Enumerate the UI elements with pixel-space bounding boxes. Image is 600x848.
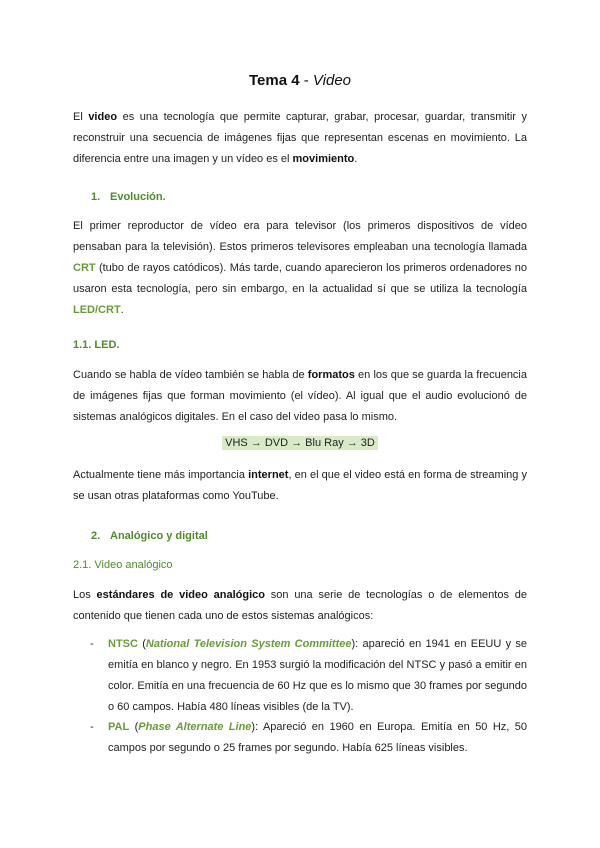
section-label: Analógico y digital (110, 530, 208, 542)
list-item-text: : Apareció en 1960 en Europa. Emitía en 50 Hz, 50 campos por segundo o 25 frames por segundo. Había 625 líneas visibles. (108, 721, 527, 754)
text: son una serie de tecnologías o de elementos de contenido que tienen cada uno de estos sistemas analógicos: (73, 589, 527, 622)
section-heading-1 (91, 191, 166, 203)
text: El primer reproductor de vídeo era para televisor (los primeros dispositivos de vídeo pensaban para la televisión). Estos primeros televisores empleaban una tecnología llamada (73, 220, 527, 253)
standard-fullname: National Television System Committee (145, 638, 352, 650)
internet-paragraph (73, 465, 527, 507)
section-heading-2 (91, 530, 208, 542)
section-number: 1. (91, 191, 101, 203)
bold-term: internet (248, 469, 289, 481)
list-item-text: : apareció en 1941 en EEUU y se emitía en blanco y negro. En 1953 surgió la modificación del NTSC y pasó a emitir en color. Emitía en una frecuencia de 60 Hz que es lo mismo que 30 frames por segundo o 60 campos. Había 480 líneas visibles (de la TV). (108, 638, 527, 713)
text: ) (351, 638, 356, 650)
analog-paragraph (73, 585, 527, 627)
text: Cuando se habla de vídeo también se habla de (73, 369, 308, 381)
text: ( (129, 721, 139, 733)
title-subtitle: Video (312, 72, 352, 89)
section-number: 2. (91, 530, 101, 542)
section-label: Evolución. (110, 191, 166, 203)
led-paragraph (73, 365, 527, 428)
text: ) (251, 721, 256, 733)
highlight-term: LED/CRT (73, 304, 121, 316)
text: es una tecnología que permite capturar, grabar, procesar, guardar, transmitir y reconstruir una secuencia de imágenes fijas que representan escenas en movimiento. La diferencia entre una imagen y un vídeo es el (73, 111, 527, 165)
standard-fullname: Phase Alternate Line (138, 721, 252, 733)
text: (tubo de rayos catódicos). Más tarde, cuando aparecieron los primeros ordenadores no usaron esta tecnología, pero sin embargo, en la actualidad sí que se utiliza la tecnología (73, 262, 527, 295)
standard-name: PAL (108, 721, 130, 733)
intro-paragraph (73, 107, 527, 170)
subsection-label: Video analógico (94, 559, 173, 571)
evolution-paragraph (73, 216, 527, 321)
list-item-ntsc (108, 634, 527, 718)
text: . (120, 304, 124, 316)
subsection-heading-1-1 (73, 339, 119, 351)
title-separator: - (299, 72, 313, 89)
page-title (0, 72, 600, 89)
highlight-term: CRT (73, 262, 96, 274)
text: El (73, 111, 89, 123)
formats-highlight: VHS → DVD → Blu Ray → 3D (222, 436, 378, 450)
text: Actualmente tiene más importancia (73, 469, 249, 481)
formats-line (0, 437, 600, 449)
list-bullet: - (90, 721, 94, 733)
bold-term: estándares de video analógico (96, 589, 265, 601)
text: , en el que el video está en forma de streaming y se usan otras plataformas como YouTube. (73, 469, 527, 502)
text: . (354, 153, 358, 165)
list-bullet: - (90, 638, 94, 650)
text: ( (137, 638, 146, 650)
subsection-number: 2.1. (73, 559, 92, 571)
subsection-label: 1.1. LED. (73, 339, 120, 351)
text: en los que se guarda la frecuencia de imágenes fijas que forman movimiento (el vídeo). Al igual que el audio evolucionó de sistemas analógicos digitales. En el caso del video pasa lo mismo. (73, 369, 527, 423)
subsection-heading-2-1 (73, 559, 173, 571)
bold-term: movimiento (292, 153, 355, 165)
list-item-pal (108, 717, 527, 759)
text: Los (73, 589, 97, 601)
title-main: Tema 4 (248, 72, 300, 89)
standard-name: NTSC (108, 638, 138, 650)
bold-term: formatos (307, 369, 355, 381)
bold-term: video (88, 111, 118, 123)
